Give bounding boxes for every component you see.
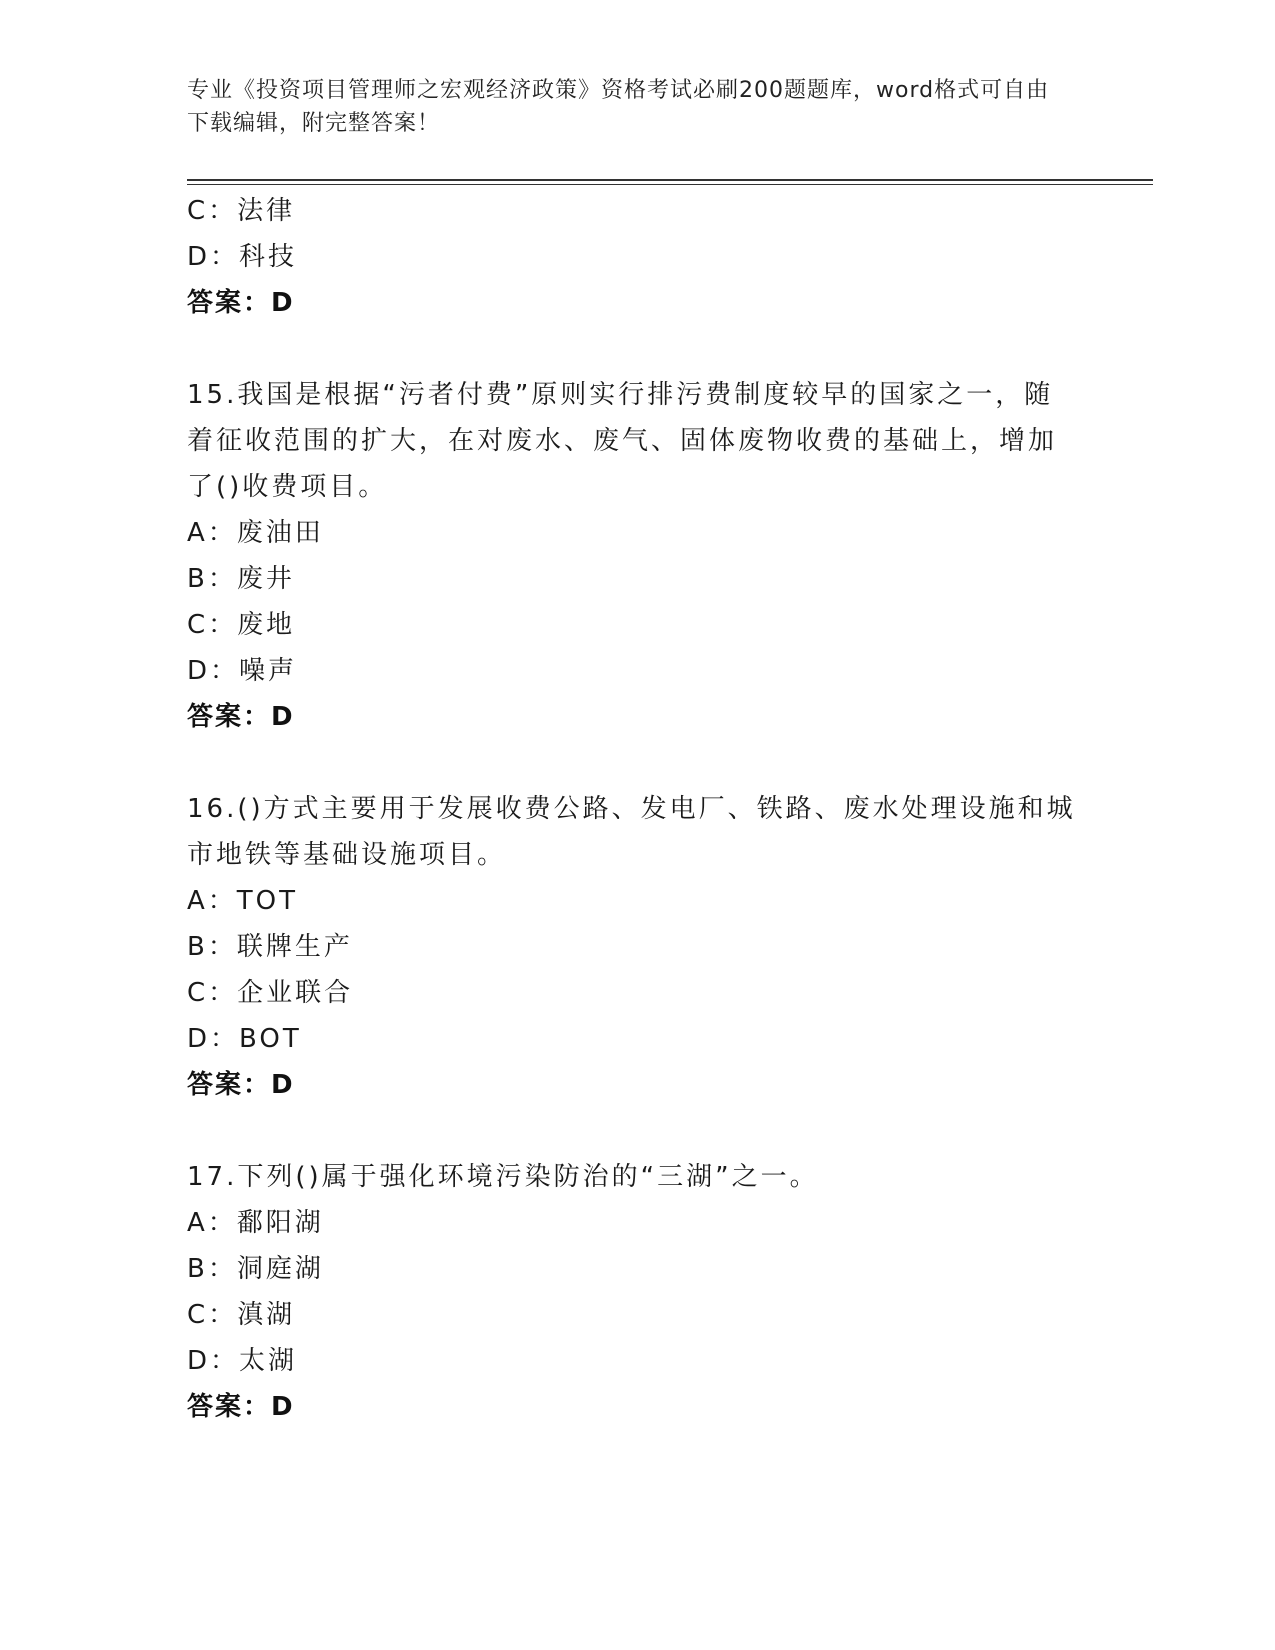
option-a: A：TOT xyxy=(187,886,299,916)
spacer xyxy=(187,1108,1087,1154)
document-header: 专业《投资项目管理师之宏观经济政策》资格考试必刷200题题库，word格式可自由下载编辑，附完整答案！ xyxy=(187,78,1050,136)
answer-line: 答案：D xyxy=(187,1392,295,1422)
question-list xyxy=(187,188,1087,1430)
option-a: A：鄱阳湖 xyxy=(187,1208,324,1238)
option-c: C：企业联合 xyxy=(187,978,354,1008)
answer-line: 答案：D xyxy=(187,288,295,318)
option-b: B：废井 xyxy=(187,564,295,594)
option-d: D：噪声 xyxy=(187,656,298,686)
option-b: B：洞庭湖 xyxy=(187,1254,324,1284)
question-block-16 xyxy=(187,786,1087,1108)
question-block-17 xyxy=(187,1154,1087,1430)
option-c: C：废地 xyxy=(187,610,296,640)
option-b: B：联牌生产 xyxy=(187,932,353,962)
question-block-14 xyxy=(187,188,1087,326)
spacer xyxy=(187,326,1087,372)
answer-line: 答案：D xyxy=(187,1070,295,1100)
option-d: D：科技 xyxy=(187,242,298,272)
answer-line: 答案：D xyxy=(187,702,295,732)
question-block-15 xyxy=(187,372,1087,740)
question-stem: 15.我国是根据“污者付费”原则实行排污费制度较早的国家之一，随着征收范围的扩大，在对废水、废气、固体废物收费的基础上，增加了()收费项目。 xyxy=(187,380,1058,502)
option-c: C：法律 xyxy=(187,196,296,226)
option-d: D：BOT xyxy=(187,1024,302,1054)
question-stem: 16.()方式主要用于发展收费公路、发电厂、铁路、废水处理设施和城市地铁等基础设施项目。 xyxy=(187,794,1076,870)
option-d: D：太湖 xyxy=(187,1346,298,1376)
option-a: A：废油田 xyxy=(187,518,324,548)
header-divider-thick xyxy=(187,179,1153,181)
header-divider-thin xyxy=(187,184,1153,185)
option-c: C：滇湖 xyxy=(187,1300,296,1330)
question-stem: 17.下列()属于强化环境污染防治的“三湖”之一。 xyxy=(187,1162,819,1192)
spacer xyxy=(187,740,1087,786)
